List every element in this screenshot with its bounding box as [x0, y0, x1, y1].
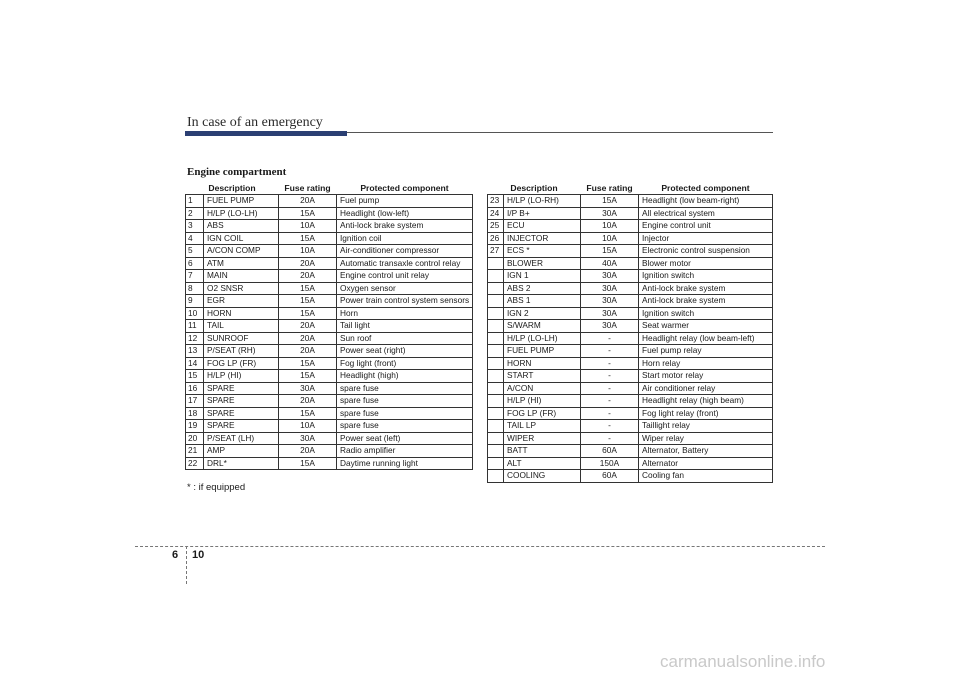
protected-component: All electrical system: [639, 207, 773, 220]
table-row: [186, 207, 473, 220]
protected-component: Air conditioner relay: [639, 382, 773, 395]
table-row: [488, 220, 773, 233]
fuse-rating: -: [581, 370, 639, 383]
table-row: [488, 457, 773, 470]
page-number: 10: [192, 549, 205, 561]
table-row: [488, 257, 773, 270]
fuse-number: 2: [186, 207, 204, 220]
fuse-number: 24: [488, 207, 504, 220]
fuse-rating: -: [581, 357, 639, 370]
fuse-description: I/P B+: [504, 207, 581, 220]
fuse-number: 14: [186, 357, 204, 370]
fuse-number: 23: [488, 195, 504, 208]
fuse-description: TAIL: [204, 320, 279, 333]
page-footer-rule: [135, 546, 825, 547]
fuse-description: COOLING: [504, 470, 581, 483]
fuse-number: [488, 332, 504, 345]
fuse-number: 17: [186, 395, 204, 408]
fuse-description: BATT: [504, 445, 581, 458]
table-row: [186, 457, 473, 470]
protected-component: Daytime running light: [337, 457, 473, 470]
fuse-number: 6: [186, 257, 204, 270]
table-row: [186, 320, 473, 333]
fuse-rating: 30A: [279, 432, 337, 445]
fuse-number: [488, 445, 504, 458]
fuse-rating: 20A: [279, 270, 337, 283]
table-row: [186, 195, 473, 208]
fuse-rating: -: [581, 420, 639, 433]
protected-component: Anti-lock brake system: [639, 282, 773, 295]
page-chapter-number: 6: [172, 549, 179, 561]
fuse-number: [488, 382, 504, 395]
protected-component: Cooling fan: [639, 470, 773, 483]
table-row: [488, 407, 773, 420]
table-row: [186, 382, 473, 395]
fuse-number: 11: [186, 320, 204, 333]
fuse-number: [488, 270, 504, 283]
protected-component: Blower motor: [639, 257, 773, 270]
protected-component: Alternator, Battery: [639, 445, 773, 458]
column-header-component: Protected component: [639, 183, 773, 195]
table-row: [488, 332, 773, 345]
fuse-number: 21: [186, 445, 204, 458]
fuse-table-left: [185, 183, 473, 470]
fuse-description: S/WARM: [504, 320, 581, 333]
fuse-number: [488, 320, 504, 333]
fuse-number: 5: [186, 245, 204, 258]
fuse-rating: 20A: [279, 195, 337, 208]
fuse-number: [488, 307, 504, 320]
fuse-rating: -: [581, 382, 639, 395]
protected-component: Fog light (front): [337, 357, 473, 370]
fuse-description: IGN 2: [504, 307, 581, 320]
fuse-number: [488, 457, 504, 470]
table-row: [186, 420, 473, 433]
protected-component: Fuel pump relay: [639, 345, 773, 358]
fuse-rating: 15A: [581, 195, 639, 208]
fuse-description: SUNROOF: [204, 332, 279, 345]
protected-component: Start motor relay: [639, 370, 773, 383]
fuse-number: 19: [186, 420, 204, 433]
fuse-rating: 30A: [581, 282, 639, 295]
fuse-description: P/SEAT (LH): [204, 432, 279, 445]
protected-component: Ignition switch: [639, 307, 773, 320]
protected-component: spare fuse: [337, 420, 473, 433]
protected-component: Tail light: [337, 320, 473, 333]
table-row: [488, 282, 773, 295]
fuse-number: 27: [488, 245, 504, 258]
fuse-rating: 15A: [279, 282, 337, 295]
protected-component: Horn: [337, 307, 473, 320]
fuse-description: A/CON: [504, 382, 581, 395]
fuse-rating: 10A: [279, 420, 337, 433]
fuse-number: 26: [488, 232, 504, 245]
protected-component: Power seat (right): [337, 345, 473, 358]
page-footer-divider: [186, 546, 187, 584]
fuse-description: HORN: [204, 307, 279, 320]
header-accent-bar: [185, 131, 347, 136]
fuse-rating: 15A: [279, 295, 337, 308]
column-header-rating: Fuse rating: [279, 183, 337, 195]
column-header-rating: Fuse rating: [581, 183, 639, 195]
protected-component: Headlight relay (low beam-left): [639, 332, 773, 345]
fuse-rating: 20A: [279, 332, 337, 345]
fuse-number: 16: [186, 382, 204, 395]
fuse-number: 1: [186, 195, 204, 208]
fuse-description: A/CON COMP: [204, 245, 279, 258]
fuse-description: H/LP (HI): [204, 370, 279, 383]
protected-component: spare fuse: [337, 395, 473, 408]
fuse-description: SPARE: [204, 382, 279, 395]
table-row: [488, 420, 773, 433]
fuse-rating: 150A: [581, 457, 639, 470]
fuse-description: ABS 1: [504, 295, 581, 308]
protected-component: Fog light relay (front): [639, 407, 773, 420]
protected-component: Headlight (high): [337, 370, 473, 383]
fuse-description: SPARE: [204, 407, 279, 420]
table-row: [186, 407, 473, 420]
table-row: [488, 345, 773, 358]
fuse-number: [488, 420, 504, 433]
fuse-description: O2 SNSR: [204, 282, 279, 295]
page-header-title: In case of an emergency: [187, 115, 323, 130]
fuse-description: H/LP (HI): [504, 395, 581, 408]
fuse-rating: 30A: [279, 382, 337, 395]
table-row: [186, 345, 473, 358]
fuse-description: ECS *: [504, 245, 581, 258]
fuse-rating: 40A: [581, 257, 639, 270]
table-row: [488, 382, 773, 395]
fuse-rating: 60A: [581, 445, 639, 458]
fuse-description: BLOWER: [504, 257, 581, 270]
fuse-rating: 30A: [581, 295, 639, 308]
fuse-description: AMP: [204, 445, 279, 458]
fuse-number: 12: [186, 332, 204, 345]
table-row: [488, 195, 773, 208]
fuse-description: H/LP (LO-RH): [504, 195, 581, 208]
protected-component: Fuel pump: [337, 195, 473, 208]
fuse-description: SPARE: [204, 420, 279, 433]
table-row: [186, 357, 473, 370]
fuse-rating: -: [581, 407, 639, 420]
fuse-description: FUEL PUMP: [204, 195, 279, 208]
table-row: [186, 332, 473, 345]
fuse-number: 25: [488, 220, 504, 233]
protected-component: Anti-lock brake system: [337, 220, 473, 233]
protected-component: Engine control unit relay: [337, 270, 473, 283]
protected-component: Wiper relay: [639, 432, 773, 445]
protected-component: Injector: [639, 232, 773, 245]
table-row: [186, 432, 473, 445]
fuse-rating: 15A: [279, 232, 337, 245]
fuse-description: IGN 1: [504, 270, 581, 283]
watermark-text: carmanualsonline.info: [660, 652, 826, 671]
protected-component: Taillight relay: [639, 420, 773, 433]
fuse-rating: -: [581, 332, 639, 345]
fuse-rating: 10A: [279, 220, 337, 233]
fuse-rating: 30A: [581, 320, 639, 333]
table-row: [488, 207, 773, 220]
fuse-description: ALT: [504, 457, 581, 470]
table-row: [488, 445, 773, 458]
table-row: [488, 232, 773, 245]
table-row: [186, 220, 473, 233]
fuse-rating: 15A: [279, 207, 337, 220]
fuse-description: H/LP (LO-LH): [204, 207, 279, 220]
table-row: [488, 295, 773, 308]
fuse-number: [488, 345, 504, 358]
fuse-number: 15: [186, 370, 204, 383]
table-row: [488, 357, 773, 370]
fuse-rating: 15A: [581, 245, 639, 258]
fuse-rating: 10A: [581, 220, 639, 233]
fuse-description: INJECTOR: [504, 232, 581, 245]
protected-component: Sun roof: [337, 332, 473, 345]
fuse-number: 10: [186, 307, 204, 320]
protected-component: Engine control unit: [639, 220, 773, 233]
fuse-rating: 30A: [581, 207, 639, 220]
fuse-description: TAIL LP: [504, 420, 581, 433]
protected-component: Air-conditioner compressor: [337, 245, 473, 258]
protected-component: spare fuse: [337, 407, 473, 420]
fuse-description: H/LP (LO-LH): [504, 332, 581, 345]
fuse-rating: 20A: [279, 445, 337, 458]
fuse-rating: 20A: [279, 320, 337, 333]
fuse-number: 9: [186, 295, 204, 308]
protected-component: Ignition switch: [639, 270, 773, 283]
table-row: [186, 395, 473, 408]
fuse-rating: 20A: [279, 257, 337, 270]
fuse-description: FOG LP (FR): [204, 357, 279, 370]
fuse-rating: 15A: [279, 407, 337, 420]
table-row: [488, 320, 773, 333]
fuse-description: WIPER: [504, 432, 581, 445]
fuse-table-right: [487, 183, 773, 483]
fuse-rating: -: [581, 432, 639, 445]
protected-component: Power train control system sensors: [337, 295, 473, 308]
column-header-description: Description: [186, 183, 279, 195]
fuse-number: [488, 295, 504, 308]
fuse-number: 4: [186, 232, 204, 245]
table-row: [488, 470, 773, 483]
fuse-number: 13: [186, 345, 204, 358]
fuse-description: START: [504, 370, 581, 383]
protected-component: Horn relay: [639, 357, 773, 370]
fuse-number: [488, 282, 504, 295]
fuse-number: 8: [186, 282, 204, 295]
protected-component: Electronic control suspension: [639, 245, 773, 258]
protected-component: spare fuse: [337, 382, 473, 395]
protected-component: Headlight (low beam-right): [639, 195, 773, 208]
fuse-number: 7: [186, 270, 204, 283]
table-row: [186, 307, 473, 320]
table-row: [488, 307, 773, 320]
fuse-description: FUEL PUMP: [504, 345, 581, 358]
protected-component: Automatic transaxle control relay: [337, 257, 473, 270]
fuse-number: [488, 407, 504, 420]
protected-component: Radio amplifier: [337, 445, 473, 458]
protected-component: Power seat (left): [337, 432, 473, 445]
fuse-number: [488, 370, 504, 383]
fuse-rating: 15A: [279, 457, 337, 470]
fuse-rating: 15A: [279, 307, 337, 320]
fuse-rating: -: [581, 345, 639, 358]
fuse-number: 3: [186, 220, 204, 233]
fuse-number: 20: [186, 432, 204, 445]
table-row: [186, 295, 473, 308]
protected-component: Anti-lock brake system: [639, 295, 773, 308]
table-row: [488, 370, 773, 383]
fuse-rating: 60A: [581, 470, 639, 483]
column-header-description: Description: [488, 183, 581, 195]
protected-component: Headlight (low-left): [337, 207, 473, 220]
table-row: [186, 270, 473, 283]
fuse-rating: 20A: [279, 395, 337, 408]
fuse-description: ABS: [204, 220, 279, 233]
table-row: [488, 432, 773, 445]
fuse-description: ECU: [504, 220, 581, 233]
protected-component: Headlight relay (high beam): [639, 395, 773, 408]
fuse-description: FOG LP (FR): [504, 407, 581, 420]
table-row: [488, 270, 773, 283]
fuse-rating: 20A: [279, 345, 337, 358]
table-row: [488, 395, 773, 408]
fuse-rating: -: [581, 395, 639, 408]
fuse-number: [488, 470, 504, 483]
table-row: [186, 282, 473, 295]
protected-component: Ignition coil: [337, 232, 473, 245]
fuse-rating: 15A: [279, 370, 337, 383]
table-row: [186, 245, 473, 258]
fuse-rating: 30A: [581, 270, 639, 283]
fuse-number: 22: [186, 457, 204, 470]
fuse-description: DRL*: [204, 457, 279, 470]
section-title: Engine compartment: [187, 166, 287, 178]
table-row: [186, 257, 473, 270]
fuse-description: IGN COIL: [204, 232, 279, 245]
fuse-description: P/SEAT (RH): [204, 345, 279, 358]
table-row: [488, 245, 773, 258]
fuse-number: [488, 257, 504, 270]
fuse-description: EGR: [204, 295, 279, 308]
fuse-rating: 10A: [581, 232, 639, 245]
fuse-rating: 15A: [279, 357, 337, 370]
fuse-description: HORN: [504, 357, 581, 370]
table-row: [186, 232, 473, 245]
footnote: * : if equipped: [187, 482, 246, 493]
column-header-component: Protected component: [337, 183, 473, 195]
protected-component: Alternator: [639, 457, 773, 470]
fuse-rating: 10A: [279, 245, 337, 258]
fuse-description: ABS 2: [504, 282, 581, 295]
fuse-number: [488, 432, 504, 445]
fuse-number: 18: [186, 407, 204, 420]
protected-component: Seat warmer: [639, 320, 773, 333]
fuse-description: MAIN: [204, 270, 279, 283]
fuse-description: SPARE: [204, 395, 279, 408]
table-row: [186, 445, 473, 458]
fuse-rating: 30A: [581, 307, 639, 320]
fuse-number: [488, 395, 504, 408]
fuse-description: ATM: [204, 257, 279, 270]
protected-component: Oxygen sensor: [337, 282, 473, 295]
fuse-number: [488, 357, 504, 370]
table-row: [186, 370, 473, 383]
